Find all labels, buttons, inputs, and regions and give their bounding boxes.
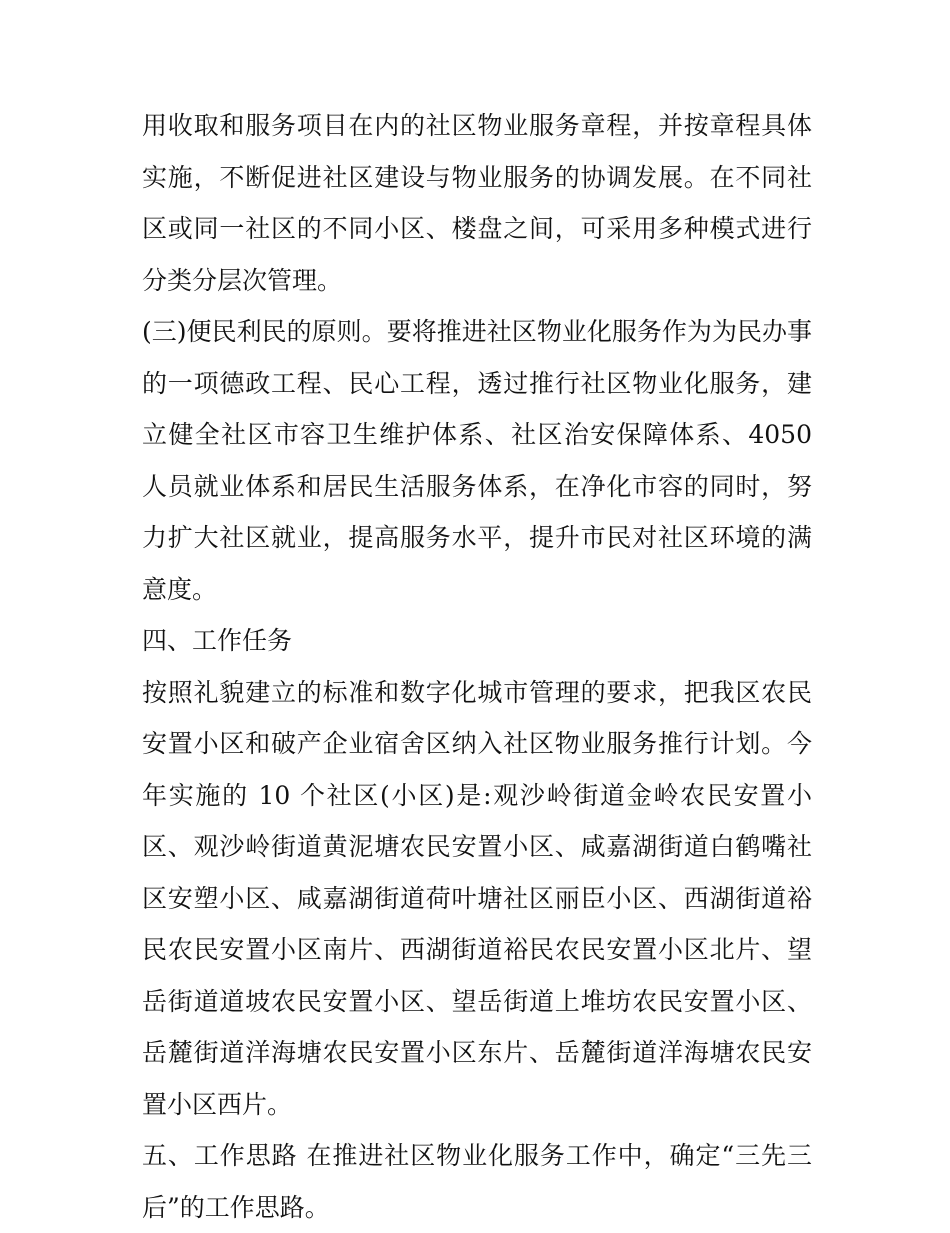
document-body <box>142 100 812 1233</box>
paragraph-work-tasks: 按照礼貌建立的标准和数字化城市管理的要求，把我区农民安置小区和破产企业宿舍区纳入社区物业服务推行计划。今年实施的 10 个社区(小区)是:观沙岭街道金岭农民安置小区、观沙岭街道黄泥塘农民安置小区、咸嘉湖街道白鹤嘴社区安塑小区、咸嘉湖街道荷叶塘社区丽臣小区、西湖街道裕民农民安置小区南片、西湖街道裕民农民安置小区北片、望岳街道道坡农民安置小区、望岳街道上堆坊农民安置小区、岳麓街道洋海塘农民安置小区东片、岳麓街道洋海塘农民安置小区西片。 <box>142 677 812 1119</box>
paragraph-work-approach: 五、工作思路 在推进社区物业化服务工作中，确定“三先三后”的工作思路。 <box>142 1141 812 1222</box>
section-heading-work-tasks: 四、工作任务 <box>142 626 293 655</box>
paragraph-property-service-charter: 用收取和服务项目在内的社区物业服务章程，并按章程具体实施，不断促进社区建设与物业服务的协调发展。在不同社区或同一社区的不同小区、楼盘之间，可采用多种模式进行分类分层次管理。 <box>142 111 812 295</box>
paragraph-convenience-principle: (三)便民利民的原则。要将推进社区物业化服务作为为民办事的一项德政工程、民心工程，透过推行社区物业化服务，建立健全社区市容卫生维护体系、社区治安保障体系、4050 人员就业体系和居民生活服务体系，在净化市容的同时，努力扩大社区就业，提高服务水平，提升市民对社区环境的满意度。 <box>142 317 812 604</box>
